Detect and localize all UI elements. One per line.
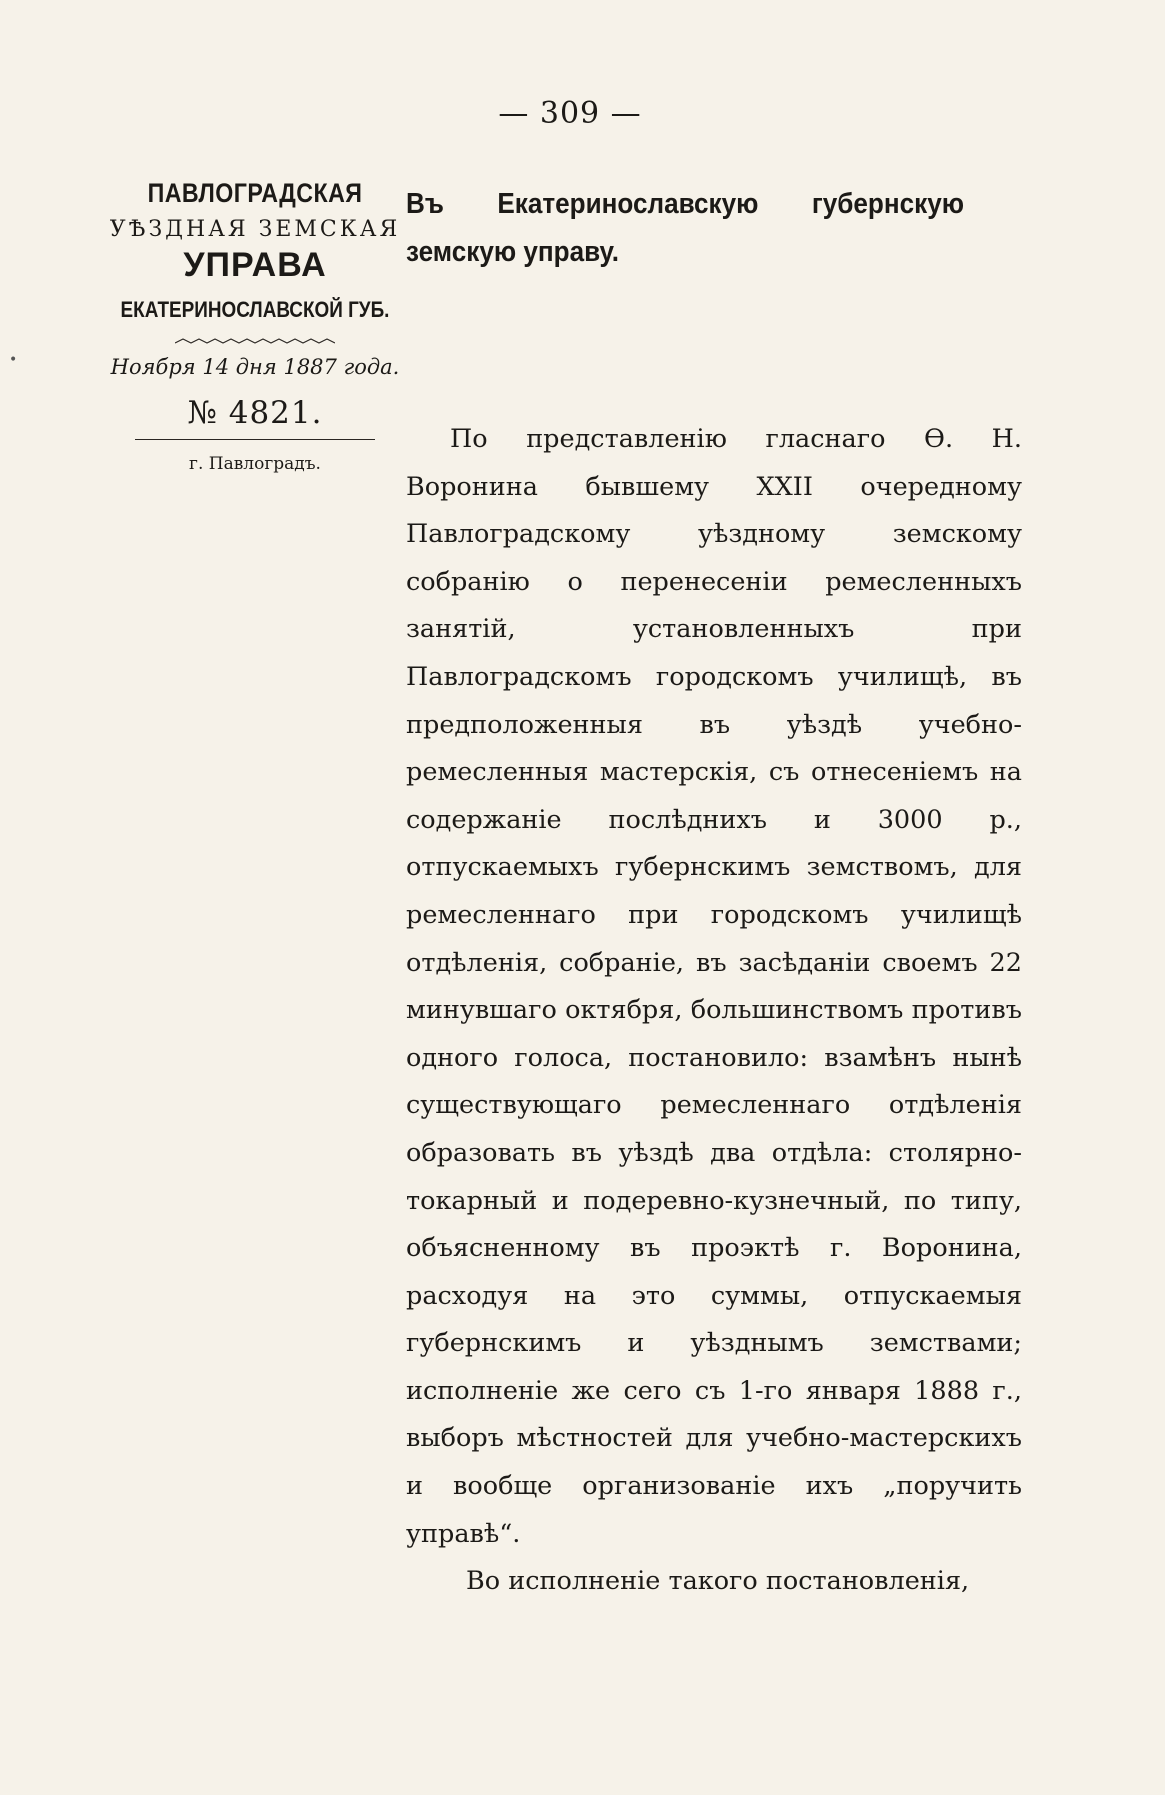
- addressee-heading: Въ Екатеринославскую губернскую земскую управу.: [406, 188, 964, 268]
- letter-body: [406, 416, 1022, 1606]
- sender-block: [95, 178, 415, 474]
- letter-number: № 4821.: [187, 395, 323, 431]
- sender-org-line4: ЕКАТЕРИНОСЛАВСКОЙ ГУБ.: [120, 297, 390, 322]
- sender-city: г. Павлоградъ.: [189, 454, 321, 474]
- page-number: — 309 —: [498, 96, 642, 131]
- body-paragraph: По представленію гласнаго Ѳ. Н. Воронина бывшему XXII очередному Павлоградскому уѣздному земскому собранію о перенесеніи ремесленныхъ занятій, установленныхъ при Павлоградскомъ городскомъ училищѣ, въ предположенныя въ уѣздѣ учебно-ремесленныя мастерскія, съ отнесеніемъ на содержаніе послѣднихъ и 3000 р., отпускаемыхъ губернскимъ земствомъ, для ремесленнаго при городскомъ училищѣ отдѣленія, собраніе, въ засѣданіи своемъ 22 минувшаго октября, большинствомъ противъ одного голоса, постановило: взамѣнъ нынѣ существующаго ремесленнаго отдѣленія образовать въ уѣздѣ два отдѣла: столярно-токарный и подеревно-кузнечный, по типу, объясненному въ проэктѣ г. Воронина, расходуя на это суммы, отпускаемыя губернскимъ и уѣзднымъ земствами; исполненіе же сего съ 1-го января 1888 г., выборъ мѣстностей для учебно-мастерскихъ и вообще организованіе ихъ „поручить управѣ“.: [406, 424, 1022, 1549]
- sender-org-line2: УѢЗДНАЯ ЗЕМСКАЯ: [109, 217, 401, 242]
- body-paragraph: Во исполненіе такого постановленія,: [466, 1566, 970, 1597]
- margin-mark: •: [9, 352, 18, 368]
- sender-org-line1: ПАВЛОГРАДСКАЯ: [147, 178, 363, 208]
- number-underline: [135, 439, 375, 440]
- wavy-divider-icon: [175, 337, 335, 345]
- letter-date: Ноября 14 дня 1887 года.: [110, 355, 400, 379]
- sender-org-line3: УПРАВА: [183, 246, 327, 284]
